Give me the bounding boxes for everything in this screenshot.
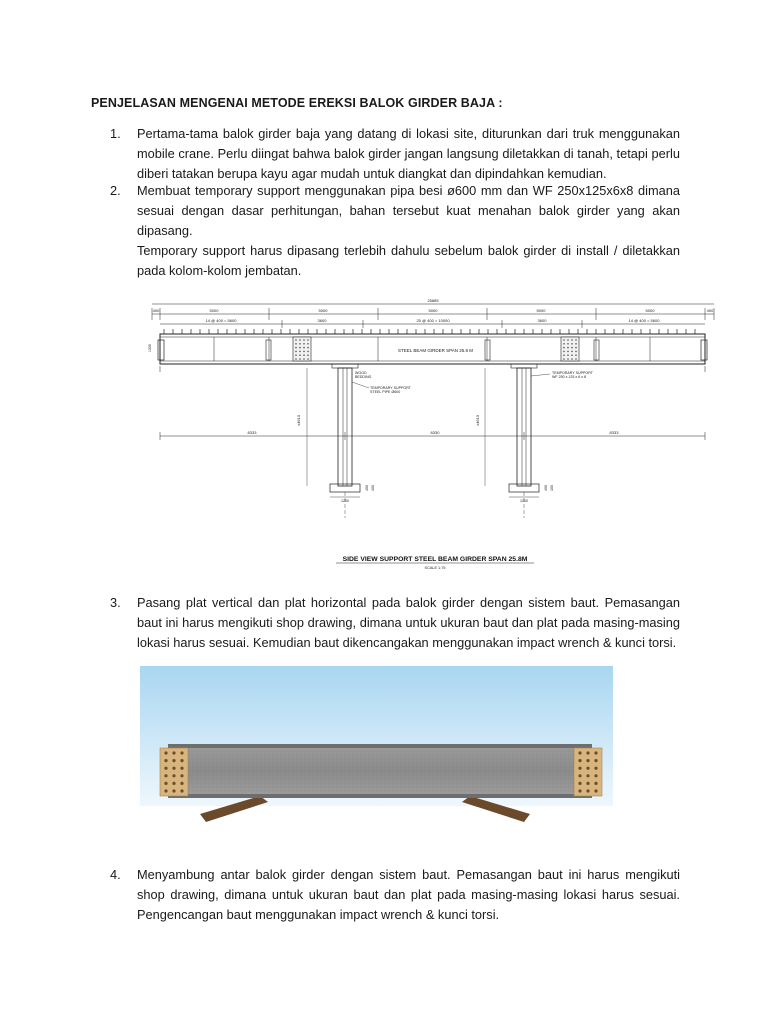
plate-bolt xyxy=(594,767,597,770)
bolt-mark xyxy=(567,347,569,349)
bolt-mark xyxy=(571,347,573,349)
item-number: 4. xyxy=(110,867,121,882)
list-item-1 xyxy=(110,124,680,184)
plate-bolt xyxy=(594,759,597,762)
column-height-left: ±4610 xyxy=(296,414,301,426)
plate-bolt xyxy=(164,789,167,792)
bolt-mark xyxy=(571,339,573,341)
bolt-mark xyxy=(295,354,297,356)
bolt-mark xyxy=(567,343,569,345)
plate-bolt xyxy=(164,767,167,770)
second-dim-4: 14 @ 400 = 5600 xyxy=(628,318,660,323)
item-paragraph: Menyambung antar balok girder dengan sistem baut. Pemasangan baut ini harus mengikuti shop drawing, dimana untuk ukuran baut dan plat pada masing-masing lokasi harus sesuai. Pengencangan baut menggunakan impact wrench & kunci torsi. xyxy=(137,867,680,922)
bolt-mark xyxy=(295,358,297,360)
plate-bolt xyxy=(586,767,589,770)
wood-label-2: BEDDING xyxy=(355,375,372,379)
bolt-mark xyxy=(307,347,309,349)
bolt-mark xyxy=(575,343,577,345)
bolt-mark xyxy=(567,354,569,356)
bolt-mark xyxy=(575,354,577,356)
plate-bolt xyxy=(180,782,183,785)
plate-bolt xyxy=(180,789,183,792)
support-left-label: TEMPORARY SUPPORT xyxy=(370,386,411,390)
column-height-right: ±4610 xyxy=(475,414,480,426)
girder-illustration xyxy=(140,666,613,826)
bolt-mark xyxy=(299,358,301,360)
item-number: 2. xyxy=(110,183,121,198)
plate-bolt xyxy=(594,789,597,792)
bolt-mark xyxy=(571,343,573,345)
bolt-mark xyxy=(571,358,573,360)
temporary-support-right xyxy=(509,364,539,492)
bolt-mark xyxy=(303,343,305,345)
second-dim-0: 14 @ 400 = 5600 xyxy=(205,318,237,323)
plate-bolt xyxy=(586,759,589,762)
list-item-4 xyxy=(110,865,680,925)
overall-dim-text: 25885 xyxy=(427,298,439,303)
second-dim-2: 25 @ 400 = 10000 xyxy=(416,318,450,323)
plate-bolt xyxy=(578,767,581,770)
plate-bolt xyxy=(586,751,589,754)
bolt-mark xyxy=(299,351,301,353)
document-heading: PENJELASAN MENGENAI METODE EREKSI BALOK GIRDER BAJA : xyxy=(91,96,503,110)
support-right-label: TEMPORARY SUPPORT xyxy=(552,371,593,375)
bolt-mark xyxy=(563,358,565,360)
span-dim-2: 8333 xyxy=(609,430,619,435)
bolt-mark xyxy=(303,354,305,356)
plate-bolt xyxy=(172,782,175,785)
bolt-mark xyxy=(571,351,573,353)
plate-bolt xyxy=(172,759,175,762)
plate-bolt xyxy=(586,782,589,785)
list-item-3 xyxy=(110,593,680,653)
end-bearing-right xyxy=(701,340,707,360)
plate-bolt xyxy=(180,759,183,762)
side-view-drawing xyxy=(148,296,722,572)
bolt-mark xyxy=(303,351,305,353)
left-height-dim: 1330 xyxy=(148,344,152,352)
item-paragraph: Pertama-tama balok girder baja yang datang di lokasi site, diturunkan dari truk menggunakan mobile crane. Perlu diingat bahwa balok girder jangan langsung diletakkan di tanah, tetapi perlu diberi tatakan berupa kayu agar mudah untuk diangkat dan dipindahkan kemudian. xyxy=(137,126,680,181)
bolt-mark xyxy=(571,354,573,356)
span-dim-0: 8333 xyxy=(247,430,257,435)
item-number: 3. xyxy=(110,595,121,610)
end-plate-right xyxy=(574,748,602,796)
plate-bolt xyxy=(180,767,183,770)
bolt-mark xyxy=(295,339,297,341)
plate-bolt xyxy=(172,789,175,792)
support-right-label-2: WF 250 x 125 x 6 x 8 xyxy=(552,375,586,379)
bolt-mark xyxy=(575,347,577,349)
plate-bolt xyxy=(164,759,167,762)
bolt-mark xyxy=(303,358,305,360)
list-item-2 xyxy=(110,181,680,281)
support-left-label-2: STEEL PIPE Ø600 xyxy=(370,390,401,394)
top-dim-5: 5000 xyxy=(645,308,655,313)
span-dim-1: 8330 xyxy=(430,430,440,435)
second-dim-3: 3600 xyxy=(537,318,547,323)
top-dim-2: 5000 xyxy=(318,308,328,313)
top-dim-0: 400 xyxy=(152,308,160,313)
bolt-mark xyxy=(575,358,577,360)
bolt-mark xyxy=(299,343,301,345)
item-paragraph: Membuat temporary support menggunakan pipa besi ø600 mm dan WF 250x125x6x8 dimana sesuai dengan dasar perhitungan, bahan tersebut kuat menahan balok girder yang akan dipasang. xyxy=(137,183,680,238)
item-number: 1. xyxy=(110,126,121,141)
bolt-mark xyxy=(563,347,565,349)
plate-bolt xyxy=(594,751,597,754)
item-paragraph: Temporary support harus dipasang terlebih dahulu sebelum balok girder di install / diletakkan pada kolom-kolom jembatan. xyxy=(137,243,680,278)
base-dim-right: 1200 xyxy=(520,499,528,503)
bolt-mark xyxy=(563,339,565,341)
plate-bolt xyxy=(594,774,597,777)
bolt-mark xyxy=(307,339,309,341)
base-side-dim-1b: 100 xyxy=(550,485,554,491)
bolt-mark xyxy=(299,347,301,349)
bolt-mark xyxy=(295,351,297,353)
bolt-mark xyxy=(307,358,309,360)
plate-bolt xyxy=(578,789,581,792)
bolt-mark xyxy=(307,351,309,353)
plate-bolt xyxy=(578,751,581,754)
plate-bolt xyxy=(578,759,581,762)
base-dim-left: 1200 xyxy=(341,499,349,503)
bolt-mark xyxy=(299,339,301,341)
bolt-mark xyxy=(307,343,309,345)
bolt-mark xyxy=(575,339,577,341)
plate-bolt xyxy=(172,767,175,770)
end-bearing-left xyxy=(158,340,164,360)
wood-label: WOOD xyxy=(355,371,367,375)
top-dim-3: 5000 xyxy=(428,308,438,313)
plate-bolt xyxy=(164,782,167,785)
plate-bolt xyxy=(164,751,167,754)
bolt-mark xyxy=(575,351,577,353)
girder-bottom-flange xyxy=(168,794,592,798)
base-side-dim-1: 100 xyxy=(371,485,375,491)
plate-bolt xyxy=(594,782,597,785)
top-dim-6: 400 xyxy=(706,308,714,313)
bolt-mark xyxy=(303,339,305,341)
shear-stud-marks xyxy=(164,329,695,334)
end-plate-left xyxy=(160,748,188,796)
bolt-mark xyxy=(563,351,565,353)
plate-bolt xyxy=(586,789,589,792)
plate-bolt xyxy=(578,774,581,777)
plate-bolt xyxy=(578,782,581,785)
base-side-dim-0b: 400 xyxy=(544,485,548,491)
top-dim-4: 5000 xyxy=(536,308,546,313)
plate-bolt xyxy=(164,774,167,777)
bolt-mark xyxy=(563,354,565,356)
girder-label: STEEL BEAM GIRDER SPAN 25.8 M xyxy=(398,348,474,353)
bolt-mark xyxy=(307,354,309,356)
plate-bolt xyxy=(180,751,183,754)
plate-bolt xyxy=(586,774,589,777)
item-paragraph: Pasang plat vertical dan plat horizontal pada balok girder dengan sistem baut. Pemasangan baut ini harus mengikuti shop drawing, dimana untuk ukuran baut dan plat pada masing-masing lokasi harus sesuai. Kemudian baut dikencangakan menggunakan impact wrench & kunci torsi. xyxy=(137,595,680,650)
plate-bolt xyxy=(172,751,175,754)
bolt-mark xyxy=(303,347,305,349)
drawing-title: SIDE VIEW SUPPORT STEEL BEAM GIRDER SPAN 25.8M xyxy=(342,556,528,563)
bolt-mark xyxy=(567,351,569,353)
girder-top-flange xyxy=(168,744,592,748)
plate-bolt xyxy=(172,774,175,777)
second-dim-1: 3600 xyxy=(317,318,327,323)
plate-bolt xyxy=(180,774,183,777)
bolt-mark xyxy=(295,343,297,345)
bolt-mark xyxy=(563,343,565,345)
bolt-mark xyxy=(299,354,301,356)
top-dim-1: 5000 xyxy=(209,308,219,313)
drawing-scale: SCALE 1:75 xyxy=(424,566,446,570)
bolt-mark xyxy=(295,347,297,349)
base-side-dim-0: 400 xyxy=(365,485,369,491)
bolt-mark xyxy=(567,339,569,341)
bolt-mark xyxy=(567,358,569,360)
